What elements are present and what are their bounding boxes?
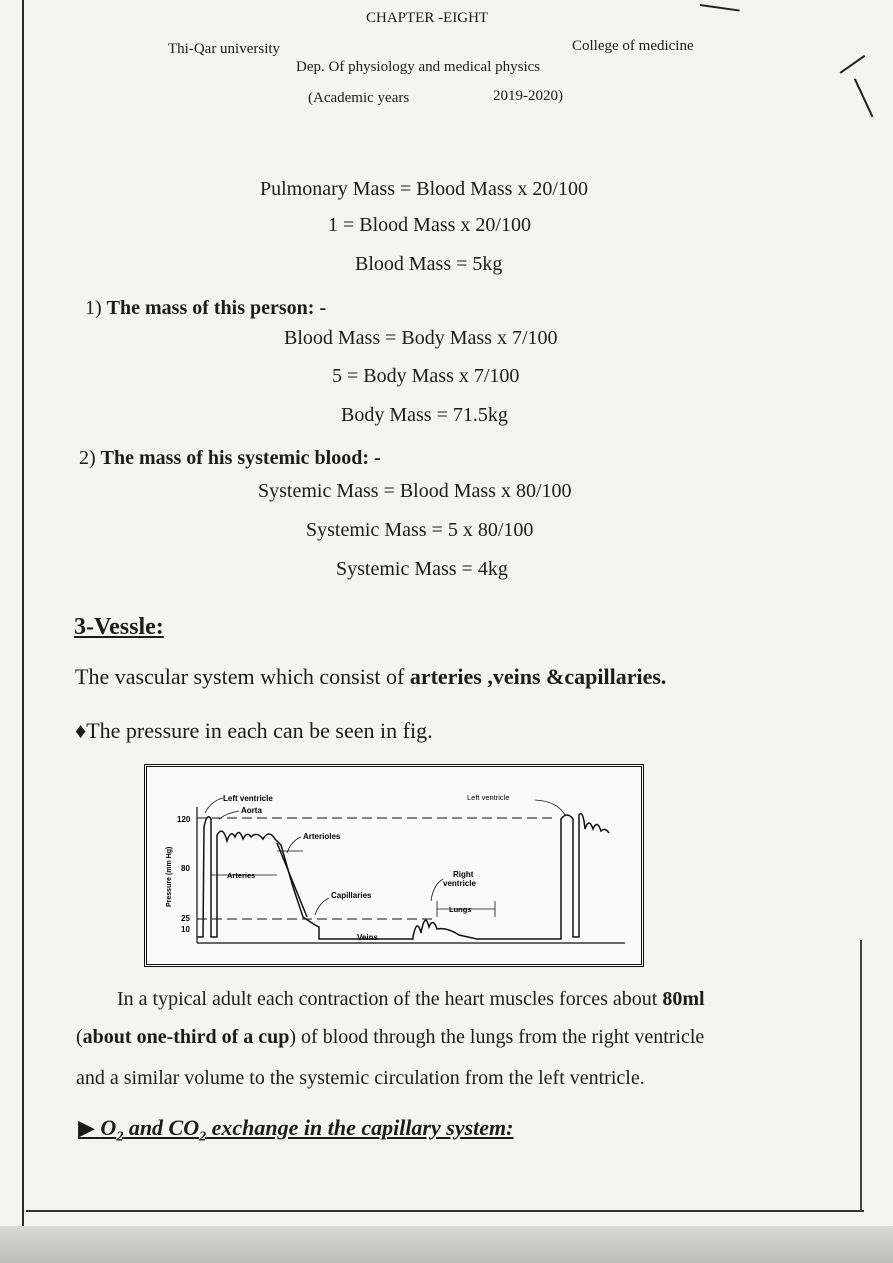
academic-years: 2019-2020) bbox=[493, 88, 563, 104]
equation: Pulmonary Mass = Blood Mass x 20/100 bbox=[260, 178, 588, 200]
equation: Systemic Mass = 4kg bbox=[336, 558, 508, 580]
label-capillaries: Capillaries bbox=[331, 891, 372, 900]
intro-bold: arteries ,veins &capillaries. bbox=[409, 664, 667, 689]
subheading-o-sub: 2 bbox=[116, 1129, 124, 1145]
page-bottom-rule bbox=[26, 1210, 864, 1212]
question-text: The mass of his systemic blood: - bbox=[100, 447, 381, 469]
label-arteries: Arteries bbox=[227, 871, 256, 880]
subheading bbox=[78, 1115, 513, 1145]
page-bottom-shadow bbox=[0, 1226, 893, 1263]
paragraph-bold: 80ml bbox=[662, 988, 705, 1010]
pressure-graph bbox=[147, 767, 641, 964]
tick-label: 10 bbox=[181, 925, 190, 934]
academic-label: (Academic years bbox=[308, 90, 410, 106]
subheading-and: and CO bbox=[123, 1115, 200, 1140]
chapter-title: CHAPTER -EIGHT bbox=[366, 10, 489, 26]
annotation-arrow bbox=[287, 837, 301, 853]
section-intro bbox=[75, 664, 666, 690]
equation: Systemic Mass = Blood Mass x 80/100 bbox=[258, 480, 572, 502]
college-name: College of medicine bbox=[572, 38, 694, 54]
label-lungs: Lungs bbox=[449, 905, 472, 914]
label-right-ventricle: ventricle bbox=[443, 879, 476, 888]
paragraph-text: ) of blood through the lungs from the right ventricle bbox=[289, 1026, 705, 1048]
tick-label: 120 bbox=[177, 815, 191, 824]
paragraph-bold: about one-third of a cup bbox=[82, 1026, 290, 1048]
paragraph-text: In a typical adult each contraction of the heart muscles forces about bbox=[117, 988, 663, 1010]
page-right-edge bbox=[860, 940, 862, 1210]
paragraph-line-1 bbox=[117, 988, 705, 1011]
equation: 5 = Body Mass x 7/100 bbox=[332, 365, 520, 387]
question-number: 2) bbox=[79, 447, 96, 469]
margin-stroke bbox=[700, 4, 740, 11]
paragraph-line-2 bbox=[76, 1026, 704, 1049]
annotation-arrow bbox=[535, 800, 565, 815]
question-1 bbox=[85, 297, 326, 320]
question-number: 1) bbox=[85, 297, 102, 319]
subheading-co-sub: 2 bbox=[199, 1129, 207, 1145]
equation: Body Mass = 71.5kg bbox=[341, 404, 508, 426]
label-arterioles: Arterioles bbox=[303, 832, 341, 841]
page-left-edge bbox=[22, 0, 24, 1263]
margin-stroke bbox=[840, 55, 865, 73]
paragraph-text: ( bbox=[76, 1026, 83, 1048]
label-aorta: Aorta bbox=[241, 806, 262, 815]
annotation-arrow bbox=[315, 898, 329, 915]
y-axis-label: Pressure (mm Hg) bbox=[166, 846, 173, 907]
question-2 bbox=[79, 447, 381, 470]
equation: Blood Mass = 5kg bbox=[355, 253, 503, 275]
paragraph-line-3: and a similar volume to the systemic circulation from the left ventricle. bbox=[76, 1067, 645, 1089]
section-title: 3-Vessle: bbox=[74, 614, 164, 640]
arrow-marker-icon: ▶ bbox=[78, 1115, 95, 1140]
question-text: The mass of this person: - bbox=[106, 297, 327, 319]
arterial-decline bbox=[277, 843, 307, 917]
label-left-ventricle: Left ventricle bbox=[223, 794, 273, 803]
department-name: Dep. Of physiology and medical physics bbox=[296, 59, 541, 75]
equation: Systemic Mass = 5 x 80/100 bbox=[306, 519, 534, 541]
intro-text: The vascular system which consist of bbox=[75, 664, 410, 689]
tick-label: 80 bbox=[181, 864, 190, 873]
subheading-o: O bbox=[100, 1115, 117, 1140]
label-veins: Veins bbox=[357, 933, 378, 942]
university-name: Thi-Qar university bbox=[168, 41, 281, 57]
equation: 1 = Blood Mass x 20/100 bbox=[328, 214, 531, 236]
pressure-curve bbox=[197, 814, 609, 939]
subheading-rest: exchange in the capillary system: bbox=[206, 1115, 514, 1140]
pressure-figure bbox=[144, 764, 644, 967]
label-left-ventricle-right: Left ventricle bbox=[467, 793, 510, 802]
annotation-arrow bbox=[431, 879, 443, 901]
margin-stroke bbox=[854, 78, 873, 117]
equation: Blood Mass = Body Mass x 7/100 bbox=[284, 327, 558, 349]
annotation-arrow bbox=[205, 798, 223, 813]
tick-label: 25 bbox=[181, 914, 190, 923]
bullet-line: ♦The pressure in each can be seen in fig. bbox=[75, 718, 433, 743]
label-right-ventricle: Right bbox=[453, 870, 474, 879]
